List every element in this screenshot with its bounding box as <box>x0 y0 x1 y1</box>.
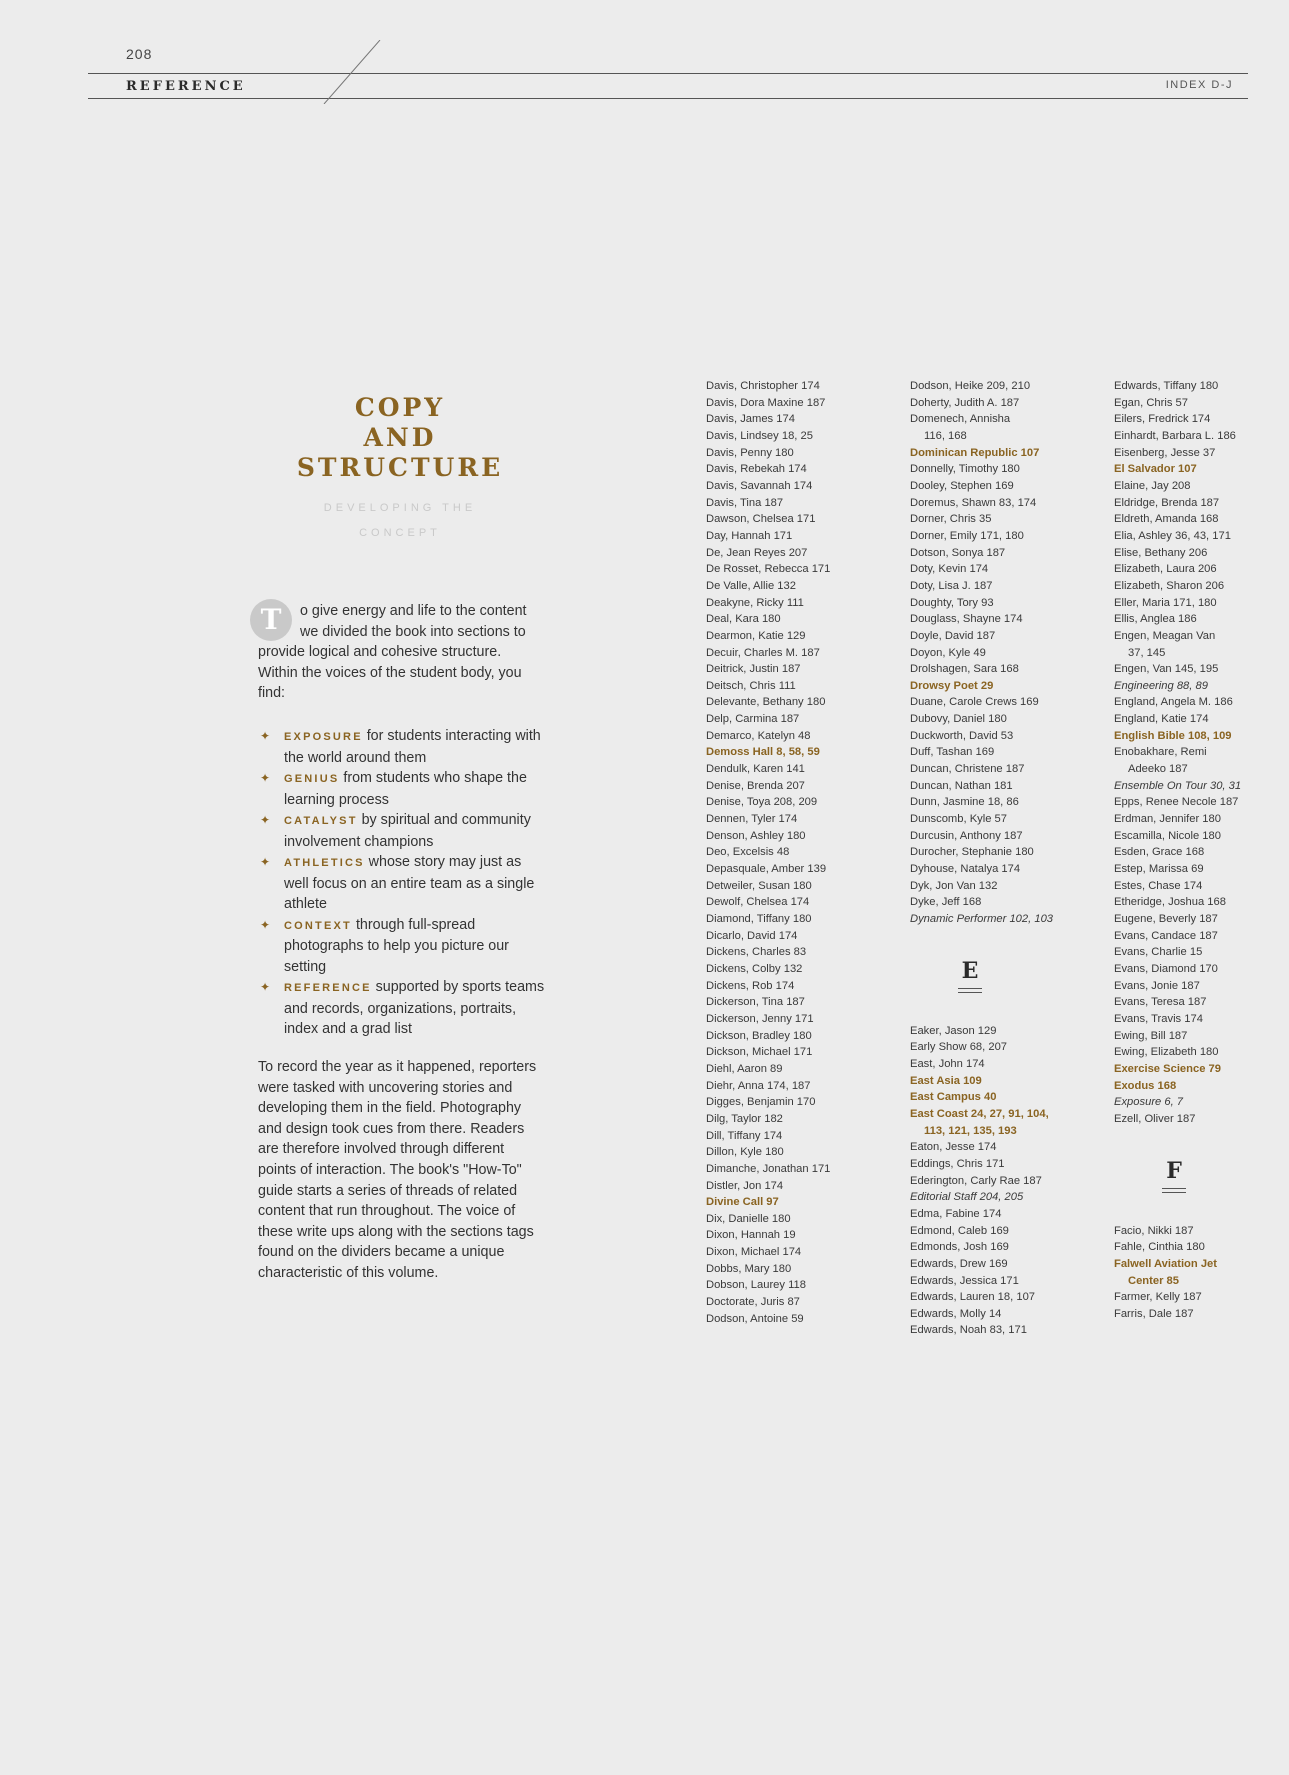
section-description: by spiritual and community involvement champions <box>284 812 531 850</box>
index-entry: Elise, Bethany 206 <box>1114 546 1208 559</box>
index-entry: Dewolf, Chelsea 174 <box>706 896 810 909</box>
index-entry: Doughty, Tory 93 <box>910 596 994 609</box>
section-list-item <box>258 852 548 915</box>
index-entry: England, Katie 174 <box>1114 713 1209 726</box>
index-entry: Detweiler, Susan 180 <box>706 879 812 892</box>
star-bullet-icon: ✦ <box>260 917 271 932</box>
index-entry: Donnelly, Timothy 180 <box>910 463 1020 476</box>
index-entry: Eddings, Chris 171 <box>910 1157 1005 1170</box>
index-entry: Evans, Candace 187 <box>1114 929 1218 942</box>
index-entry: Deitsch, Chris 111 <box>706 679 796 692</box>
index-entry: Demoss Hall 8, 58, 59 <box>706 746 820 759</box>
index-letter-divider <box>910 958 1030 993</box>
index-entry: Ewing, Bill 187 <box>1114 1029 1188 1042</box>
index-entry: Eller, Maria 171, 180 <box>1114 596 1217 609</box>
section-description: from students who shape the learning process <box>284 770 527 808</box>
index-entry: Delevante, Bethany 180 <box>706 696 826 709</box>
index-entry: Drowsy Poet 29 <box>910 679 994 692</box>
index-entry: Dobson, Laurey 118 <box>706 1279 806 1292</box>
index-entry: Drolshagen, Sara 168 <box>910 663 1019 676</box>
index-entry: Denise, Toya 208, 209 <box>706 796 818 809</box>
index-entry: Dunn, Jasmine 18, 86 <box>910 796 1019 809</box>
index-column-1 <box>706 378 906 1327</box>
feature-subhead <box>258 496 542 546</box>
section-list-item <box>258 915 548 978</box>
index-entry: De, Jean Reyes 207 <box>706 546 808 559</box>
index-entry: Early Show 68, 207 <box>910 1041 1008 1054</box>
section-description: for students interacting with the world around them <box>284 728 541 766</box>
index-entry: Edwards, Lauren 18, 107 <box>910 1291 1036 1304</box>
index-entry: Editorial Staff 204, 205 <box>910 1191 1024 1204</box>
index-entry: Epps, Renee Necole 187 <box>1114 796 1239 809</box>
subhead-line: DEVELOPING THE <box>323 502 477 514</box>
index-entry: Denson, Ashley 180 <box>706 829 806 842</box>
index-entry: Edwards, Tiffany 180 <box>1114 380 1219 392</box>
intro-paragraph <box>258 601 538 704</box>
index-entry: Distler, Jon 174 <box>706 1179 784 1192</box>
index-entry: Durcusin, Anthony 187 <box>910 829 1023 842</box>
index-entry: Dyhouse, Natalya 174 <box>910 863 1021 876</box>
index-entry: Doty, Lisa J. 187 <box>910 579 993 592</box>
index-entry: Center 85 <box>1128 1274 1179 1287</box>
index-entry: Davis, James 174 <box>706 413 795 426</box>
index-entry: Ezell, Oliver 187 <box>1114 1112 1196 1125</box>
index-entry: Eaton, Jesse 174 <box>910 1141 997 1154</box>
index-entry: Eisenberg, Jesse 37 <box>1114 446 1216 459</box>
index-entry: Erdman, Jennifer 180 <box>1114 813 1221 826</box>
index-entry: Fahle, Cinthia 180 <box>1114 1241 1205 1254</box>
index-entry: Evans, Teresa 187 <box>1114 996 1207 1009</box>
index-entry: El Salvador 107 <box>1114 463 1197 476</box>
index-entry: Dorner, Chris 35 <box>910 513 992 526</box>
index-entry: Falwell Aviation Jet <box>1114 1257 1217 1270</box>
index-entry: Ellis, Anglea 186 <box>1114 613 1197 626</box>
index-entry: Eaker, Jason 129 <box>910 1024 997 1037</box>
index-entry: Estep, Marissa 69 <box>1114 863 1204 876</box>
index-entry: Engineering 88, 89 <box>1114 679 1208 692</box>
index-entry: Deo, Excelsis 48 <box>706 846 790 859</box>
index-entry: Farris, Dale 187 <box>1114 1307 1194 1320</box>
index-entry: Edma, Fabine 174 <box>910 1207 1002 1220</box>
index-entry: Egan, Chris 57 <box>1114 396 1189 409</box>
headline-line: COPY <box>354 393 446 422</box>
index-entry: Deitrick, Justin 187 <box>706 663 801 676</box>
index-entry: Davis, Lindsey 18, 25 <box>706 429 813 442</box>
index-entry: Diamond, Tiffany 180 <box>706 913 812 925</box>
index-entry: Esden, Grace 168 <box>1114 846 1205 859</box>
index-entry: England, Angela M. 186 <box>1114 696 1233 709</box>
star-bullet-icon: ✦ <box>260 771 271 785</box>
index-entry: Exodus 168 <box>1114 1079 1177 1092</box>
index-entry: Dickens, Charles 83 <box>706 946 807 959</box>
index-entry: Dickens, Colby 132 <box>706 962 803 975</box>
index-entry: 113, 121, 135, 193 <box>924 1124 1017 1137</box>
header-slash-divider <box>322 40 382 104</box>
index-entry: Etheridge, Joshua 168 <box>1114 896 1226 909</box>
index-column-3 <box>1114 378 1289 1322</box>
index-entry: Doctorate, Juris 87 <box>706 1296 800 1309</box>
index-entry: Dodson, Heike 209, 210 <box>910 380 1031 392</box>
headline-line: AND <box>363 423 437 452</box>
index-entry: Doherty, Judith A. 187 <box>910 396 1020 409</box>
subhead-line: CONCEPT <box>359 527 441 539</box>
index-entry: Digges, Benjamin 170 <box>706 1096 816 1109</box>
index-entry: Ewing, Elizabeth 180 <box>1114 1046 1219 1059</box>
index-entry: Deakyne, Ricky 111 <box>706 596 804 609</box>
star-bullet-icon: ✦ <box>260 980 271 994</box>
index-entry: Dyke, Jeff 168 <box>910 896 982 909</box>
index-entry: Engen, Van 145, 195 <box>1114 663 1219 676</box>
index-letter: F <box>1166 1157 1182 1184</box>
index-entry: Duncan, Christene 187 <box>910 763 1025 776</box>
index-entry: Dicarlo, David 174 <box>706 929 798 942</box>
section-description: through full-spread photographs to help you picture our setting <box>284 916 509 975</box>
index-entry: Dotson, Sonya 187 <box>910 546 1006 559</box>
index-entry: Davis, Dora Maxine 187 <box>706 396 826 409</box>
index-entry: Evans, Travis 174 <box>1114 1012 1203 1025</box>
section-list-item <box>258 726 548 768</box>
closing-paragraph: To record the year as it happened, reporters were tasked with uncovering stories and developing them in the field. Photography and design took cues from there. Readers are therefore involved through different points of interaction. The book's "How-To" guide starts a series of threads of related content that run throughout. The voice of these write ups along with the sections tags found on the dividers became a unique characteristic of this volume. <box>258 1059 537 1281</box>
index-entry: Edmond, Caleb 169 <box>910 1224 1009 1237</box>
feature-headline <box>258 393 542 483</box>
index-entry: Exercise Science 79 <box>1114 1062 1221 1075</box>
index-entry: Enobakhare, Remi <box>1114 746 1207 759</box>
page-number: 208 <box>126 46 153 62</box>
index-entry: Denise, Brenda 207 <box>706 779 805 792</box>
star-bullet-icon: ✦ <box>260 855 271 869</box>
index-entry: Edwards, Molly 14 <box>910 1307 1002 1320</box>
index-entry: Davis, Christopher 174 <box>706 380 820 392</box>
index-entry: Dilg, Taylor 182 <box>706 1112 783 1125</box>
index-column-2 <box>910 378 1110 1339</box>
index-entry: Davis, Penny 180 <box>706 446 794 459</box>
index-entry: Duff, Tashan 169 <box>910 746 995 759</box>
index-entry: Dawson, Chelsea 171 <box>706 513 816 526</box>
index-entry: Exposure 6, 7 <box>1114 1096 1184 1109</box>
index-entry: Dickerson, Tina 187 <box>706 996 805 1009</box>
index-entry: Escamilla, Nicole 180 <box>1114 829 1221 842</box>
headline-line: STRUCTURE <box>296 453 504 482</box>
star-bullet-icon: ✦ <box>260 729 271 743</box>
index-entry: Edwards, Noah 83, 171 <box>910 1324 1027 1337</box>
index-entry: Dixon, Hannah 19 <box>706 1229 796 1242</box>
index-entry: Dearmon, Katie 129 <box>706 629 806 642</box>
index-entry: Dynamic Performer 102, 103 <box>910 913 1054 925</box>
index-entry: Dorner, Emily 171, 180 <box>910 529 1024 542</box>
index-entry: Elia, Ashley 36, 43, 171 <box>1114 529 1231 542</box>
section-list-item <box>258 768 548 810</box>
index-entry: Facio, Nikki 187 <box>1114 1224 1194 1237</box>
index-entry: 116, 168 <box>924 429 967 442</box>
section-description: supported by sports teams and records, organizations, portraits, index and a grad list <box>284 979 545 1037</box>
double-rule-icon <box>958 988 982 993</box>
index-entry: Elizabeth, Laura 206 <box>1114 563 1217 576</box>
index-entry: Engen, Meagan Van <box>1114 629 1216 642</box>
index-entry: Doyle, David 187 <box>910 629 996 642</box>
section-label: REFERENCE <box>126 79 246 94</box>
index-entry: Durocher, Stephanie 180 <box>910 846 1034 859</box>
index-entry: Duncan, Nathan 181 <box>910 779 1013 792</box>
index-letter-divider <box>1114 1158 1234 1193</box>
index-entry: Dominican Republic 107 <box>910 446 1040 459</box>
index-entry: Doty, Kevin 174 <box>910 563 989 576</box>
index-range-label: INDEX D-J <box>1165 79 1233 91</box>
header-rule-bottom <box>88 98 1248 99</box>
index-entry: Demarco, Katelyn 48 <box>706 729 811 742</box>
index-entry: Davis, Savannah 174 <box>706 479 813 492</box>
section-keyword: CATALYST <box>284 815 358 827</box>
index-entry: Doremus, Shawn 83, 174 <box>910 496 1037 509</box>
index-entry: Dickerson, Jenny 171 <box>706 1012 814 1025</box>
index-entry: Eldreth, Amanda 168 <box>1114 513 1219 526</box>
section-list-item <box>258 810 548 852</box>
index-entry: Divine Call 97 <box>706 1196 779 1209</box>
index-entry: Dillon, Kyle 180 <box>706 1146 784 1159</box>
index-entry: Dooley, Stephen 169 <box>910 479 1014 492</box>
dropcap-badge: T <box>250 599 292 641</box>
index-entry: Day, Hannah 171 <box>706 529 793 542</box>
section-description: whose story may just as well focus on an entire team as a single athlete <box>284 854 535 912</box>
index-entry: Dill, Tiffany 174 <box>706 1129 783 1142</box>
index-entry: Douglass, Shayne 174 <box>910 613 1023 626</box>
index-entry: Estes, Chase 174 <box>1114 879 1203 892</box>
double-rule-icon <box>1162 1188 1186 1193</box>
index-letter: E <box>961 957 979 984</box>
index-entry: Dickens, Rob 174 <box>706 979 795 992</box>
index-entry: East Asia 109 <box>910 1074 982 1087</box>
intro-text: o give energy and life to the content we divided the book into sections to provide logical and cohesive structure. Within the voices of the student body, you find: <box>258 603 527 701</box>
index-entry: Dickson, Michael 171 <box>706 1046 813 1059</box>
index-entry: Dunscomb, Kyle 57 <box>910 813 1008 826</box>
index-entry: Dixon, Michael 174 <box>706 1246 802 1259</box>
header-rule-top <box>88 73 1248 74</box>
index-entry: Evans, Jonie 187 <box>1114 979 1200 992</box>
index-entry: Davis, Tina 187 <box>706 496 784 509</box>
index-entry: Dix, Danielle 180 <box>706 1212 791 1225</box>
index-entry: Davis, Rebekah 174 <box>706 463 807 476</box>
index-entry: Eldridge, Brenda 187 <box>1114 496 1220 509</box>
index-entry: Adeeko 187 <box>1128 763 1188 776</box>
index-entry: English Bible 108, 109 <box>1114 729 1232 742</box>
section-keyword: ATHLETICS <box>284 857 365 869</box>
index-entry: Eilers, Fredrick 174 <box>1114 413 1211 426</box>
index-entry: Dendulk, Karen 141 <box>706 763 805 776</box>
index-entry: Duane, Carole Crews 169 <box>910 696 1039 709</box>
section-keyword: REFERENCE <box>284 982 372 994</box>
index-entry: Edwards, Drew 169 <box>910 1257 1008 1270</box>
index-entry: East Coast 24, 27, 91, 104, <box>910 1107 1049 1120</box>
section-list <box>258 726 548 1040</box>
index-entry: Ensemble On Tour 30, 31 <box>1114 779 1242 792</box>
index-entry: Decuir, Charles M. 187 <box>706 646 820 659</box>
index-entry: Elaine, Jay 208 <box>1114 479 1191 492</box>
index-entry: Diehr, Anna 174, 187 <box>706 1079 811 1092</box>
index-entry: East Campus 40 <box>910 1091 997 1104</box>
index-entry: Depasquale, Amber 139 <box>706 863 827 876</box>
index-entry: Dubovy, Daniel 180 <box>910 713 1007 726</box>
index-entry: Dennen, Tyler 174 <box>706 813 798 826</box>
index-entry: Deal, Kara 180 <box>706 613 781 626</box>
index-entry: Diehl, Aaron 89 <box>706 1062 783 1075</box>
index-entry: Einhardt, Barbara L. 186 <box>1114 429 1236 442</box>
index-entry: Delp, Carmina 187 <box>706 713 800 726</box>
index-entry: De Rosset, Rebecca 171 <box>706 563 831 576</box>
index-entry: Duckworth, David 53 <box>910 729 1014 742</box>
index-entry: 37, 145 <box>1128 646 1166 659</box>
index-entry: East, John 174 <box>910 1057 985 1070</box>
index-entry: Edmonds, Josh 169 <box>910 1241 1009 1254</box>
index-entry: Domenech, Annisha <box>910 413 1011 426</box>
index-entry: Dyk, Jon Van 132 <box>910 879 998 892</box>
section-keyword: EXPOSURE <box>284 731 363 743</box>
index-entry: Eugene, Beverly 187 <box>1114 913 1218 925</box>
index-entry: Elizabeth, Sharon 206 <box>1114 579 1225 592</box>
index-entry: Dimanche, Jonathan 171 <box>706 1162 831 1175</box>
index-entry: Edwards, Jessica 171 <box>910 1274 1019 1287</box>
index-entry: Dickson, Bradley 180 <box>706 1029 812 1042</box>
index-entry: Farmer, Kelly 187 <box>1114 1291 1202 1304</box>
section-keyword: GENIUS <box>284 773 340 785</box>
index-entry: Dodson, Antoine 59 <box>706 1312 804 1325</box>
index-entry: Ederington, Carly Rae 187 <box>910 1174 1042 1187</box>
index-entry: Evans, Charlie 15 <box>1114 946 1203 959</box>
index-entry: Evans, Diamond 170 <box>1114 962 1218 975</box>
star-bullet-icon: ✦ <box>260 813 271 827</box>
index-entry: De Valle, Allie 132 <box>706 579 796 592</box>
index-entry: Dobbs, Mary 180 <box>706 1262 792 1275</box>
section-keyword: CONTEXT <box>284 919 352 932</box>
index-entry: Doyon, Kyle 49 <box>910 646 986 659</box>
section-list-item <box>258 977 548 1040</box>
